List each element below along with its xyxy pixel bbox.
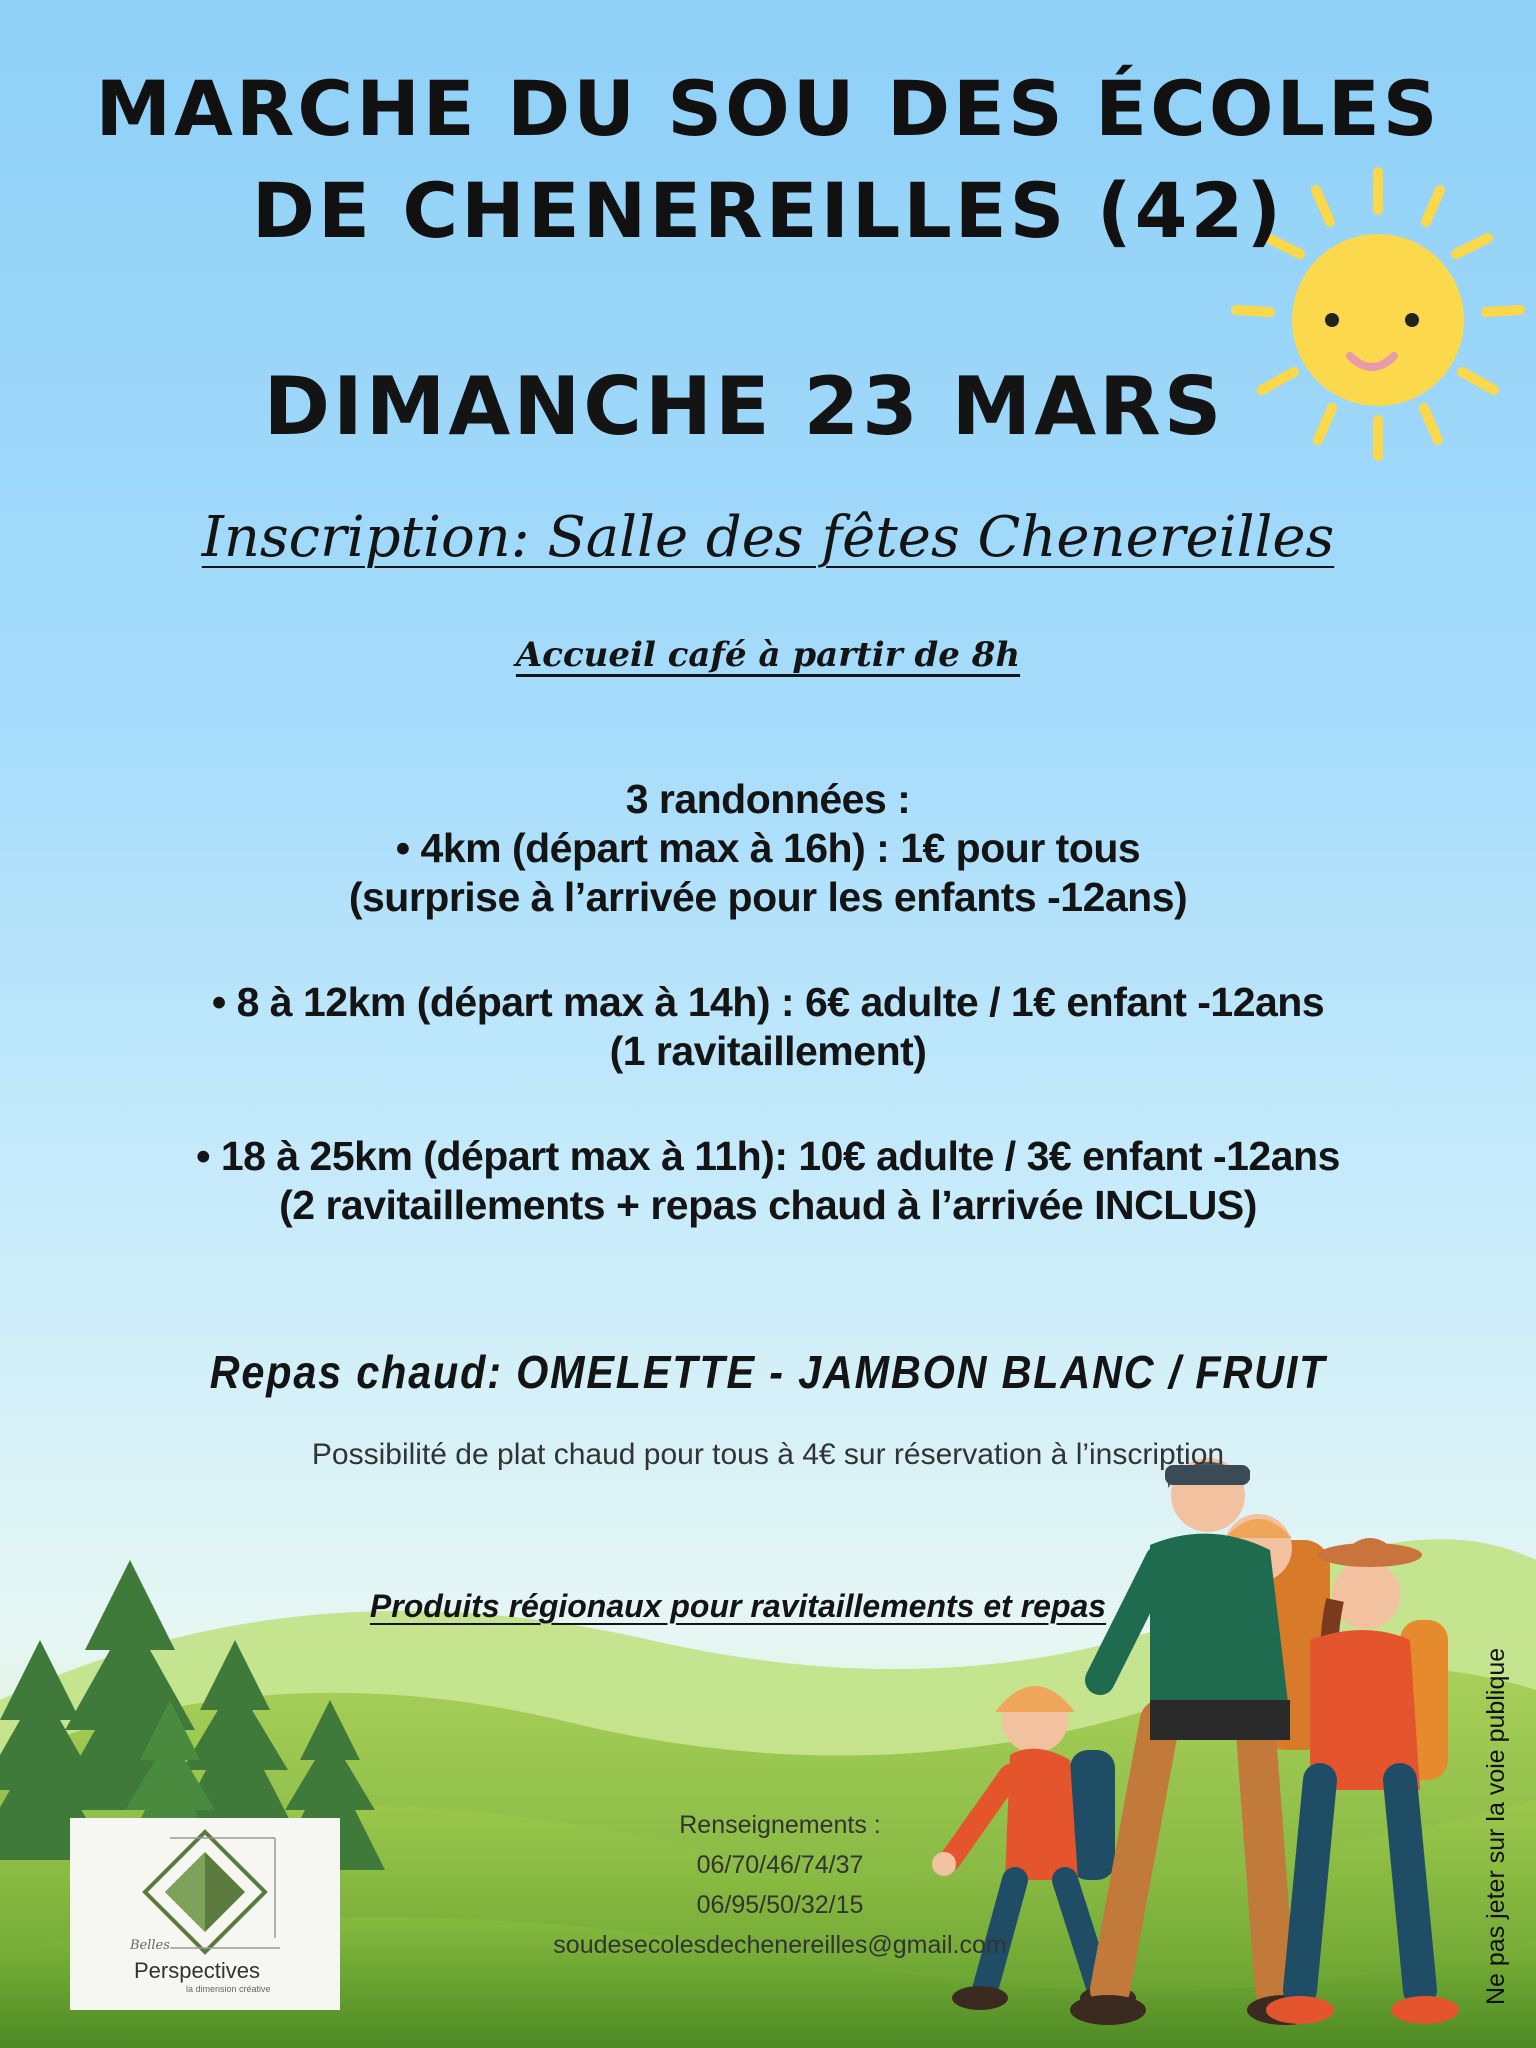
- sponsor-logo: [70, 1818, 340, 2010]
- event-date: DIMANCHE 23 MARS: [263, 360, 1225, 453]
- hikes-header: 3 randonnées :: [625, 776, 911, 822]
- produits-regionaux: Produits régionaux pour ravitaillements et repas: [369, 1588, 1107, 1624]
- hike-2-line-1: • 8 à 12km (départ max à 14h) : 6€ adulte / 1€ enfant -12ans: [211, 979, 1325, 1025]
- contact-phone-2: 06/95/50/32/15: [696, 1891, 864, 1919]
- hike-2-line-2: (1 ravitaillement): [609, 1028, 927, 1074]
- accueil-cafe: Accueil café à partir de 8h: [515, 635, 1021, 675]
- title-line-2: DE CHENEREILLES (42): [251, 166, 1285, 255]
- poster-title: [0, 58, 1536, 262]
- hike-3-line-1: • 18 à 25km (départ max à 11h): 10€ adulte / 3€ enfant -12ans: [196, 1133, 1340, 1179]
- contact-info: [440, 1805, 1120, 1965]
- contact-email: soudesecolesdechenereilles@gmail.com: [553, 1931, 1007, 1959]
- hike-3-line-2: (2 ravitaillements + repas chaud à l’arrivée INCLUS): [279, 1182, 1257, 1228]
- title-line-1: MARCHE DU SOU DES ÉCOLES: [95, 64, 1441, 153]
- hike-1-line-1: • 4km (départ max à 16h) : 1€ pour tous: [395, 825, 1141, 871]
- vertical-note: Ne pas jeter sur la voie publique: [1482, 1647, 1510, 2005]
- inscription-location: Inscription: Salle des fêtes Chenereilles: [201, 505, 1335, 570]
- logo-script-text: Belles: [130, 1938, 170, 1953]
- hikes-list: [0, 775, 1536, 1230]
- logo-name: Perspectives: [134, 1958, 260, 1983]
- repas-chaud: Repas chaud: OMELETTE - JAMBON BLANC / FRUIT: [209, 1346, 1327, 1398]
- contact-label: Renseignements :: [679, 1811, 881, 1839]
- contact-phone-1: 06/70/46/74/37: [696, 1851, 864, 1879]
- logo-tagline: la dimension créative: [186, 1984, 271, 1994]
- plat-chaud-note: Possibilité de plat chaud pour tous à 4€ sur réservation à l’inscription: [311, 1438, 1225, 1471]
- hike-1-line-2: (surprise à l’arrivée pour les enfants -12ans): [348, 874, 1188, 920]
